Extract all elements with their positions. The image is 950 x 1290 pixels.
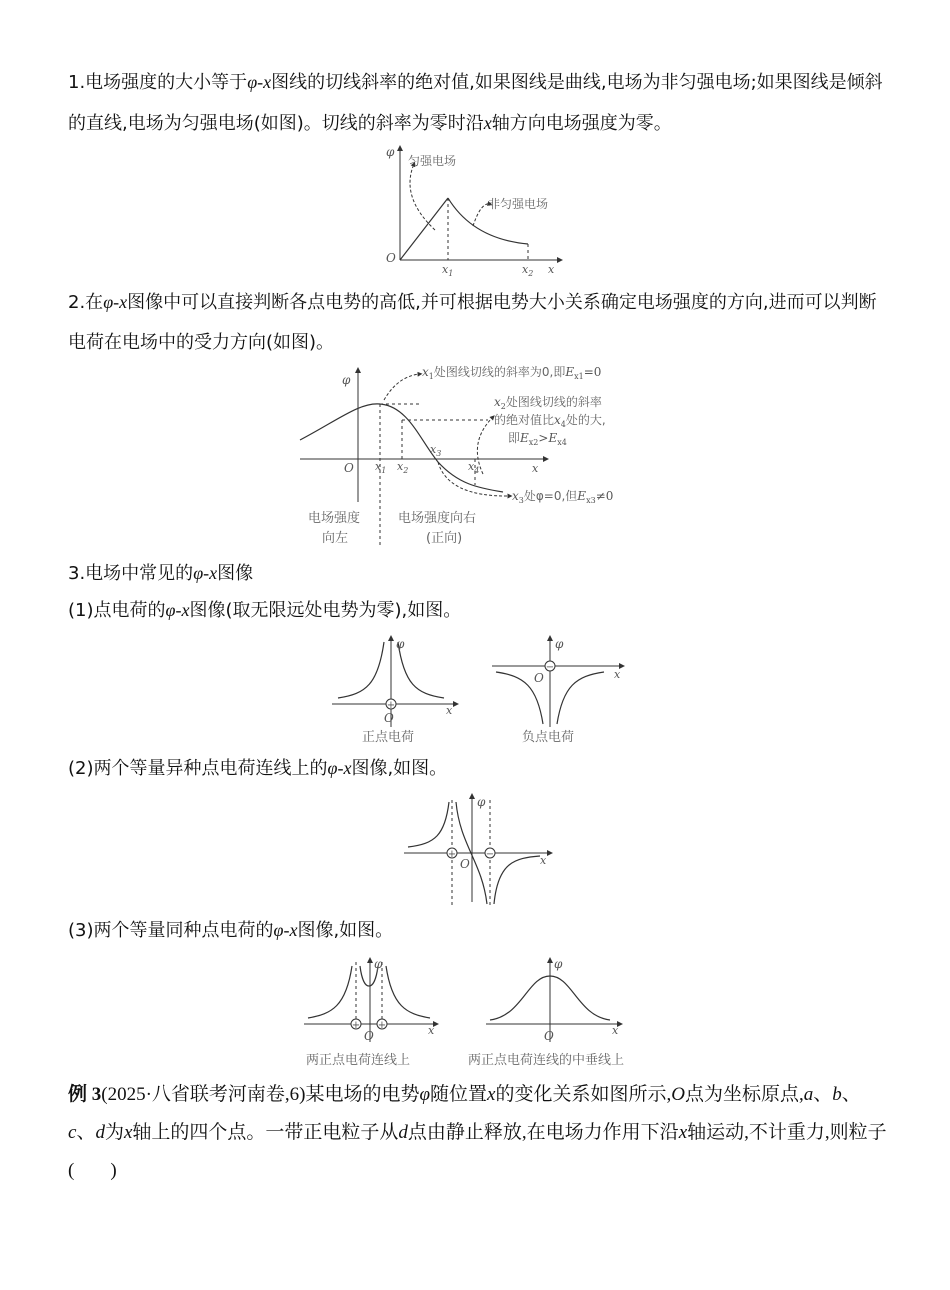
p3-text-b: 图像 [217, 563, 254, 584]
p1-x: x [483, 113, 492, 133]
p1-text-c: 轴方向电场强度为零。 [491, 113, 672, 134]
ex-sep-3: 、 [76, 1122, 96, 1143]
x2-label: $x_2$ [397, 460, 409, 475]
ex-sep-2: 、 [841, 1084, 861, 1105]
caption-left: 两正点电荷连线上 [306, 1053, 411, 1068]
p3b-text-a: (2)两个等量异种点电荷连线上的 [68, 758, 328, 779]
phi-label: φ [477, 795, 486, 809]
caption-negative: 负点电荷 [522, 730, 575, 745]
p1-text-b: 图线的切线斜率的绝对值,如果图线是曲线,电场为非匀强电场;如果图线是倾斜的直线,电场为匀强电场(如图)。切线的斜率为零时沿 [68, 72, 883, 134]
curve [300, 404, 503, 492]
figure-point-charges [326, 632, 626, 752]
p1-phi-x: φ-x [247, 72, 272, 92]
p2-phi-x: φ-x [103, 292, 128, 312]
origin-label: O [460, 857, 470, 871]
ex-text-7: 点由静止释放,在电场力作用下沿 [407, 1122, 679, 1143]
note-2-line3: 即$E_{x2}>E_{x4}$ [508, 431, 567, 447]
ex-sep-1: 、 [813, 1084, 833, 1105]
pos-curve-left [338, 642, 384, 698]
paragraph-2 [68, 282, 888, 363]
p3b-text-b: 图像,如图。 [351, 758, 448, 779]
ex-x-3: x [678, 1122, 688, 1143]
p2-text-b: 图像中可以直接判断各点电势的高低,并可根据电势大小关系确定电场强度的方向,进而可以判断电荷在电场中的受力方向(如图)。 [68, 292, 877, 353]
p1-text-a: 1.电场强度的大小等于 [68, 72, 248, 93]
p3c-text-a: (3)两个等量同种点电荷的 [68, 920, 274, 941]
left-region-label-1: 电场强度 [308, 511, 361, 526]
example-label: 例 3 [68, 1084, 102, 1105]
note-1: $x_1$处图线切线的斜率为0,即$E_{x1}=0$ [422, 365, 602, 381]
p3b-phi-x: φ-x [327, 758, 352, 778]
left-curve-outer-right [386, 966, 430, 1018]
pos-origin-label: O [384, 711, 394, 725]
p3-phi-x: φ-x [193, 563, 218, 583]
curve-right [494, 856, 540, 904]
phi-label: φ [342, 373, 351, 387]
ex-O: O [671, 1084, 685, 1105]
neg-origin-label: O [534, 671, 544, 685]
ex-x-2: x [123, 1122, 133, 1143]
note-2-line1: $x_2$处图线切线的斜率 [494, 395, 602, 411]
left-curve-outer-left [308, 966, 352, 1018]
note1-arrow [384, 374, 420, 400]
ex-text-9: ) [110, 1160, 117, 1181]
p3c-phi-x: φ-x [273, 920, 298, 940]
plus-sign-2: + [377, 1020, 387, 1031]
section-3-2 [68, 748, 888, 789]
x-label: x [540, 854, 547, 867]
p3a-phi-x: φ-x [165, 600, 190, 620]
minus-sign: − [485, 849, 495, 860]
ex-text-5: 为 [104, 1122, 124, 1143]
p3-text-a: 3.电场中常见的 [68, 563, 194, 584]
figure-3-svg [326, 632, 626, 752]
section-3-3 [68, 910, 888, 951]
figure-1-svg [378, 142, 578, 277]
caption-right: 两正点电荷连线的中垂线上 [468, 1053, 625, 1068]
x-axis-label: x [532, 462, 539, 475]
ex-c: c [68, 1122, 77, 1143]
pos-x-label: x [446, 704, 453, 717]
figure-uniform-nonuniform [378, 142, 578, 277]
left-origin-label: O [364, 1029, 374, 1043]
x1-label: $x_1$ [375, 460, 387, 475]
note2-arrow [477, 417, 493, 474]
section-3-1 [68, 590, 888, 631]
note-3: $x_3$处φ=0,但$E_{x3}\ne 0$ [512, 489, 614, 505]
right-origin-label: O [544, 1029, 554, 1043]
x-axis-label: x [548, 263, 555, 276]
ex-d-2: d [398, 1122, 408, 1143]
figure-like-charges [300, 954, 660, 1074]
plus-sign-1: + [351, 1020, 361, 1031]
ex-text-8: 轴运动,不计重力,则粒子( [68, 1122, 887, 1181]
p3a-text-b: 图像(取无限远处电势为零),如图。 [189, 600, 462, 621]
figure-4-svg [400, 790, 560, 910]
origin-label: O [386, 251, 396, 265]
pos-curve-right [398, 642, 444, 698]
section-3-title [68, 553, 888, 594]
nonuniform-label: 非匀强电场 [488, 197, 549, 211]
ex-text-4: 点为坐标原点, [684, 1084, 804, 1105]
ex-phi: φ [419, 1084, 431, 1105]
ex-b: b [832, 1084, 842, 1105]
ex-text-3: 的变化关系如图所示, [495, 1084, 672, 1105]
plus-sign: + [447, 849, 457, 860]
left-region-label-2: 向左 [322, 531, 349, 546]
figure-2-svg [298, 362, 658, 550]
right-x-label: x [612, 1024, 619, 1037]
right-phi-label: φ [554, 957, 563, 971]
example-source: (2025·八省联考河南卷,6) [101, 1084, 306, 1105]
ex-text-2: 随位置 [430, 1084, 488, 1105]
neg-curve-right [557, 672, 604, 724]
neg-phi-label: φ [555, 637, 564, 651]
x3-label: $x_3$ [430, 443, 442, 458]
ex-text-1: 某电场的电势 [305, 1084, 420, 1105]
p3c-text-b: 图像,如图。 [297, 920, 394, 941]
neg-x-label: x [614, 668, 621, 681]
p3a-text-a: (1)点电荷的 [68, 600, 166, 621]
x1-label: $x_1$ [442, 263, 454, 278]
left-phi-label: φ [374, 957, 383, 971]
figure-field-direction [298, 362, 658, 550]
paragraph-1 [68, 62, 888, 144]
plus-sign: + [386, 700, 396, 711]
figure-opposite-charges [400, 790, 560, 910]
ex-a: a [803, 1084, 814, 1105]
phi-label: φ [386, 145, 395, 159]
example-3 [68, 1076, 888, 1190]
left-x-label: x [428, 1024, 435, 1037]
pos-phi-label: φ [396, 637, 405, 651]
figure-5-svg [300, 954, 660, 1074]
uniform-label: 匀强电场 [408, 154, 457, 168]
curve-left [408, 802, 449, 847]
ex-text-6: 轴上的四个点。一带正电粒子从 [132, 1122, 399, 1143]
note-2-line2: 的绝对值比$x_4$处的大, [494, 413, 606, 429]
right-region-label-1: 电场强度向右 [398, 511, 477, 526]
p2-text-a: 2.在 [68, 292, 104, 313]
ex-x: x [487, 1084, 496, 1105]
minus-sign: − [545, 662, 555, 673]
x2-label: $x_2$ [522, 263, 534, 278]
ex-d: d [95, 1122, 105, 1143]
caption-positive: 正点电荷 [362, 730, 415, 745]
origin-label: O [344, 461, 354, 475]
uniform-line [400, 198, 448, 260]
right-region-label-2: (正向) [426, 531, 463, 546]
x4-label: $x_4$ [468, 460, 480, 475]
